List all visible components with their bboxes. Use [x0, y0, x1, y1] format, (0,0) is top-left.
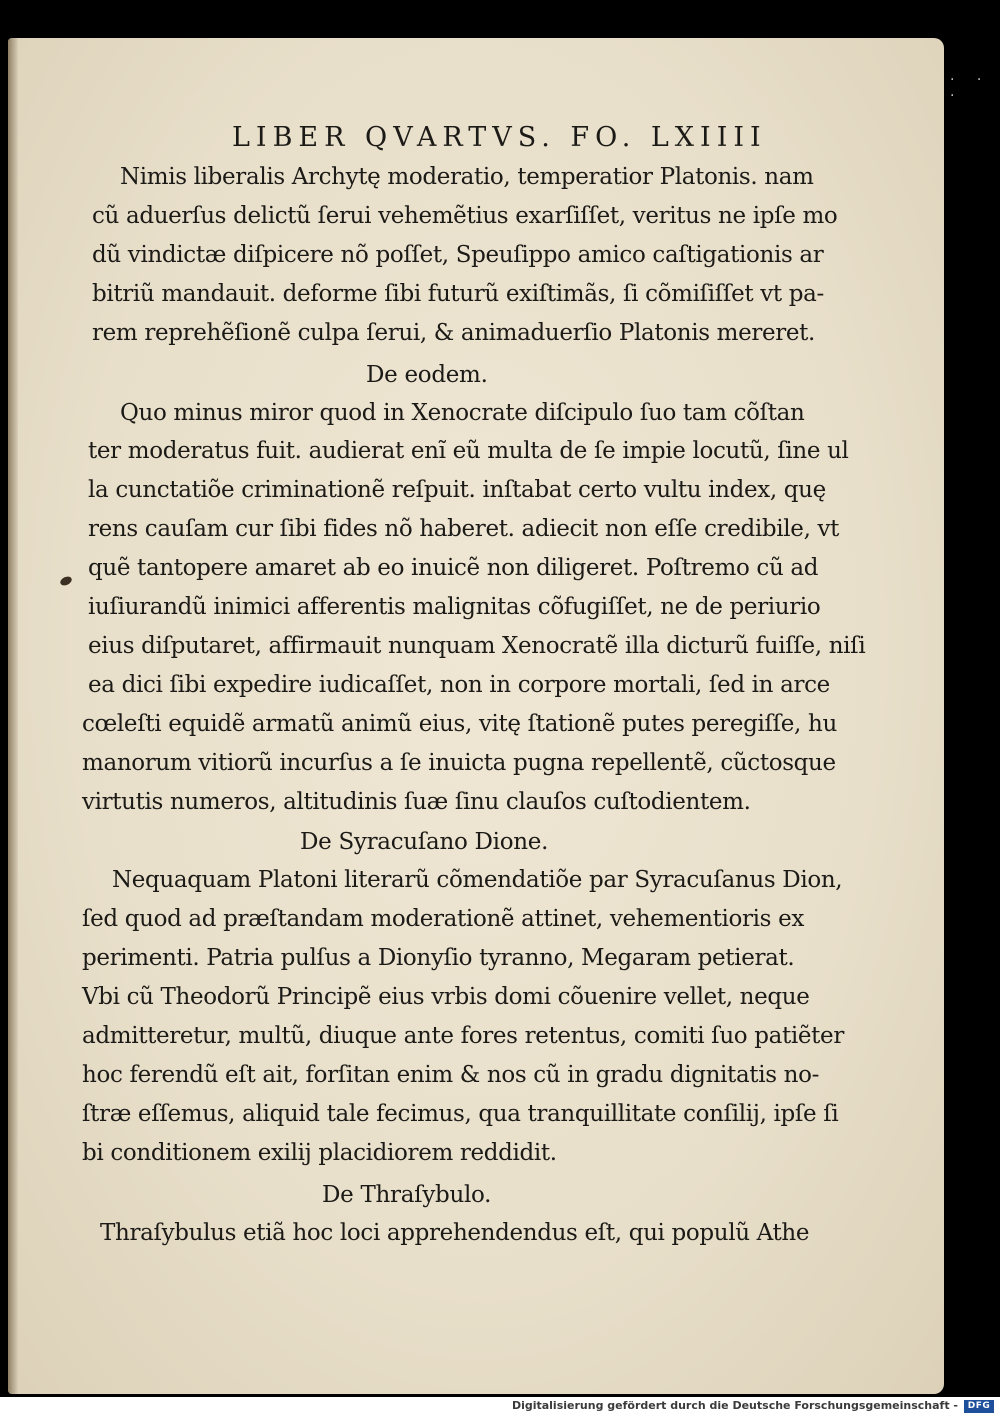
text-line: admitteretur, multũ, diuque ante fores retentus, comiti ſuo patiẽter	[82, 1023, 844, 1049]
text-line: ea dici ſibi expedire iudicaſſet, non in corpore mortali, ſed in arce	[88, 672, 830, 698]
footer-credit: Digitalisierung gefördert durch die Deutsche Forschungsgemeinschaft -	[511, 1399, 958, 1412]
text-line: ter moderatus fuit. audierat enĩ eũ multa de ſe impie locutũ, ſine ul	[88, 438, 849, 464]
text-line: eius diſputaret, affirmauit nunquam Xenocratẽ illa dicturũ fuiſſe, niſi	[88, 633, 866, 659]
text-line: quẽ tantopere amaret ab eo inuicẽ non diligeret. Poſtremo cũ ad	[88, 555, 819, 581]
page-header: LIBER QVARTVS. FO. LXIIII	[232, 122, 767, 153]
text-line: Quo minus miror quod in Xenocrate diſcipulo ſuo tam cõſtan	[120, 400, 805, 426]
text-line: bi conditionem exilij placidiorem reddidit.	[82, 1140, 557, 1166]
book-page	[8, 38, 944, 1394]
text-line: dũ vindictæ diſpicere nõ poſſet, Speuſippo amico caſtigationis ar	[92, 242, 824, 268]
dfg-logo[interactable]: DFG	[964, 1400, 994, 1413]
section-heading: De Syracuſano Dione.	[300, 829, 549, 855]
section-heading: De Thraſybulo.	[322, 1182, 492, 1208]
text-line: Nimis liberalis Archytę moderatio, temperatior Platonis. nam	[120, 164, 814, 190]
text-line: bitriũ mandauit. deforme ſibi futurũ exiſtimãs, ſi cõmiſiſſet vt pa-	[92, 281, 824, 307]
text-line: la cunctatiõe criminationẽ reſpuit. inſtabat certo vultu index, quę	[88, 477, 826, 503]
text-line: cœleſti equidẽ armatũ animũ eius, vitę ſtationẽ putes peregiſſe, hu	[82, 711, 837, 737]
text-line: Thraſybulus etiã hoc loci apprehendendus eſt, qui populũ Athe	[100, 1220, 810, 1246]
edge-dots: · · ·	[950, 72, 991, 104]
text-line: Nequaquam Platoni literarũ cõmendatiõe par Syracuſanus Dion,	[112, 867, 843, 893]
page-left-edge	[8, 38, 18, 1394]
section-heading: De eodem.	[366, 362, 488, 388]
text-line: cũ aduerſus delictũ ſerui vehemẽtius exarſiſſet, veritus ne ipſe mo	[92, 203, 838, 229]
text-line: ſed quod ad præſtandam moderationẽ attinet, vehementioris ex	[82, 906, 804, 932]
text-line: manorum vitiorũ incurſus a ſe inuicta pugna repellentẽ, cũctosque	[82, 750, 836, 776]
text-line: perimenti. Patria pulſus a Dionyſio tyranno, Megaram petierat.	[82, 945, 795, 971]
text-line: ſtræ eſſemus, aliquid tale fecimus, qua tranquillitate conſilij, ipſe ſi	[82, 1101, 839, 1127]
text-line: iuſiurandũ inimici afferentis malignitas cõfugiſſet, ne de periurio	[88, 594, 821, 620]
text-line: virtutis numeros, altitudinis ſuæ ſinu clauſos cuſtodientem.	[82, 789, 751, 815]
text-line: rens cauſam cur ſibi fides nõ haberet. adiecit non eſſe credibile, vt	[88, 516, 840, 542]
text-line: hoc ferendũ eſt ait, forſitan enim & nos cũ in gradu dignitatis no-	[82, 1062, 819, 1088]
text-line: Vbi cũ Theodorũ Principẽ eius vrbis domi cõuenire vellet, neque	[82, 984, 810, 1010]
footer-bar	[0, 1397, 1000, 1417]
text-line: rem reprehẽſionẽ culpa ſerui, & animaduerſio Platonis mereret.	[92, 320, 816, 346]
